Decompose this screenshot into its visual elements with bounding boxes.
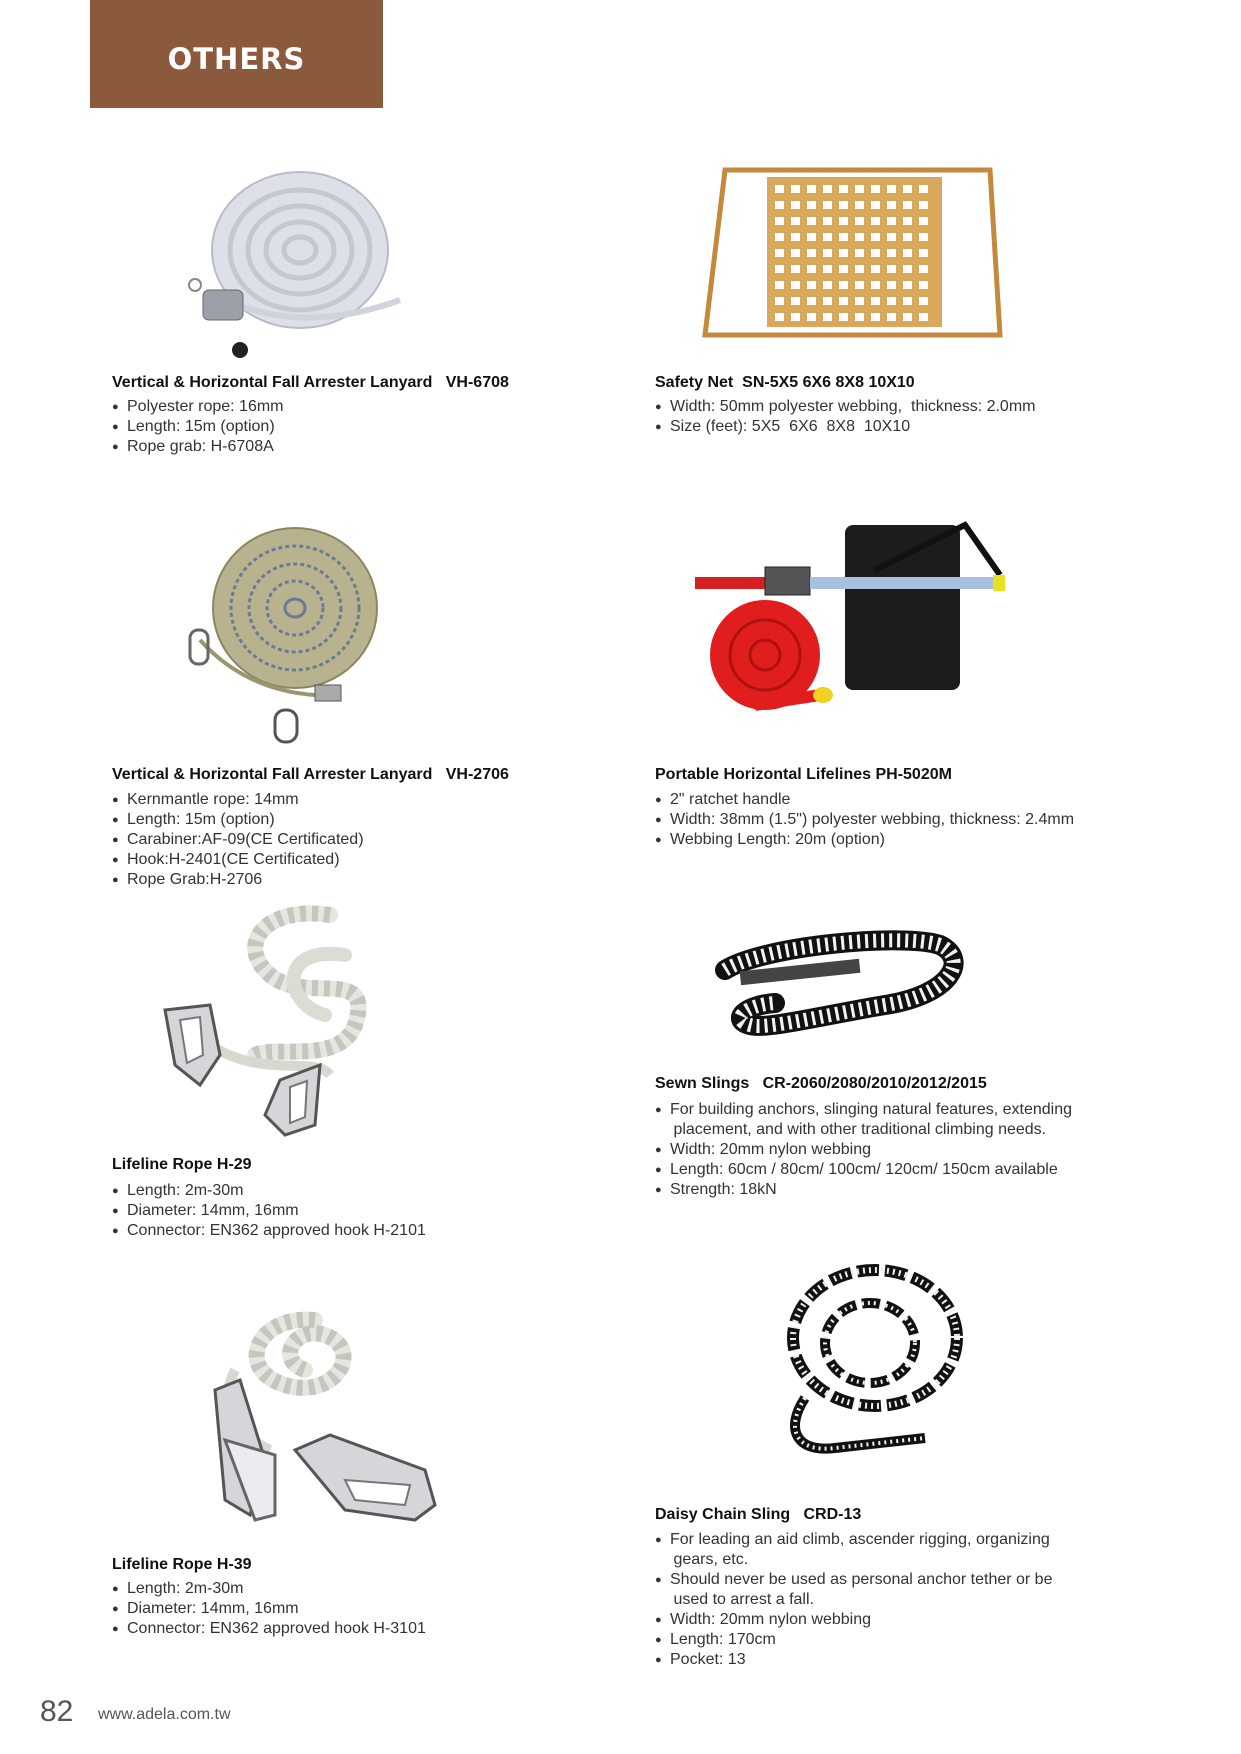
bullet-item: ● Width: 38mm (1.5") polyester webbing, thickness: 2.4mm <box>655 810 1074 830</box>
bullet-item: ● Should never be used as personal anchor tether or be <box>655 1570 1052 1590</box>
footer-url: www.adela.com.tw <box>98 1706 231 1723</box>
bullet-item: used to arrest a fall. <box>669 1591 814 1608</box>
horizontal-lifeline-image <box>695 515 1015 715</box>
bullet-item: ● For building anchors, slinging natural features, extending <box>655 1100 1072 1120</box>
bullet-item: ● Diameter: 14mm, 16mm <box>112 1201 426 1221</box>
bullet-item: ● Carabiner:AF-09(CE Certificated) <box>112 830 364 850</box>
bullet-item: ● Length: 60cm / 80cm/ 100cm/ 120cm/ 150cm available <box>655 1160 1072 1180</box>
bullet-item: ● Width: 50mm polyester webbing, thickness: 2.0mm <box>655 397 1035 417</box>
bullet-item: ● Polyester rope: 16mm <box>112 397 284 417</box>
bullet-item: ● Strength: 18kN <box>655 1180 1072 1200</box>
product-bullets <box>112 1181 426 1241</box>
bullet-item: ● Connector: EN362 approved hook H-2101 <box>112 1221 426 1241</box>
bullet-item: ● Length: 15m (option) <box>112 417 284 437</box>
bullet-item: ● 2" ratchet handle <box>655 790 1074 810</box>
page-number: 82 <box>40 1695 74 1728</box>
product-bullets <box>112 790 364 890</box>
product-bullets <box>655 1100 1072 1200</box>
bullet-item: ● For leading an aid climb, ascender rigging, organizing <box>655 1530 1052 1550</box>
bullet-item: ● Kernmantle rope: 14mm <box>112 790 364 810</box>
product-bullets <box>655 790 1074 850</box>
bullet-item: ● Length: 2m-30m <box>112 1181 426 1201</box>
bullet-item: ● Rope grab: H-6708A <box>112 437 284 457</box>
product-bullets <box>655 1530 1052 1670</box>
product-title: Sewn Slings CR-2060/2080/2010/2012/2015 <box>655 1075 987 1092</box>
bullet-item: ● Size (feet): 5X5 6X6 8X8 10X10 <box>655 417 1035 437</box>
product-title: Vertical & Horizontal Fall Arrester Lanyard VH-6708 <box>112 374 509 391</box>
bullet-item: ● Width: 20mm nylon webbing <box>655 1140 1072 1160</box>
bullet-item: ● Hook:H-2401(CE Certificated) <box>112 850 364 870</box>
lifeline-rope-h39-image <box>195 1310 440 1530</box>
bullet-item: placement, and with other traditional climbing needs. <box>669 1121 1047 1138</box>
section-header-tab <box>90 0 383 108</box>
bullet-item: ● Length: 2m-30m <box>112 1579 426 1599</box>
product-title: Daisy Chain Sling CRD-13 <box>655 1506 862 1523</box>
product-bullets <box>112 397 284 457</box>
bullet-item: ● Width: 20mm nylon webbing <box>655 1610 1052 1630</box>
bullet-item: ● Connector: EN362 approved hook H-3101 <box>112 1619 426 1639</box>
product-title: Portable Horizontal Lifelines PH-5020M <box>655 766 952 783</box>
section-title: OTHERS <box>167 42 306 76</box>
bullet-item: ● Pocket: 13 <box>655 1650 1052 1670</box>
bullet-item: ● Diameter: 14mm, 16mm <box>112 1599 426 1619</box>
product-title: Safety Net SN-5X5 6X6 8X8 10X10 <box>655 374 915 391</box>
product-title: Lifeline Rope H-39 <box>112 1556 252 1573</box>
bullet-item: ● Webbing Length: 20m (option) <box>655 830 1074 850</box>
product-bullets <box>112 1579 426 1639</box>
product-title: Vertical & Horizontal Fall Arrester Lanyard VH-2706 <box>112 766 509 783</box>
daisy-chain-image <box>765 1258 980 1458</box>
product-bullets <box>655 397 1035 437</box>
bullet-item: ● Length: 15m (option) <box>112 810 364 830</box>
sewn-sling-image <box>705 925 965 1045</box>
bullet-item: gears, etc. <box>669 1551 749 1568</box>
rope-lanyard-image <box>185 160 415 360</box>
bullet-item: ● Length: 170cm <box>655 1630 1052 1650</box>
kernmantle-lanyard-image <box>185 520 385 745</box>
safety-net-image <box>695 165 1010 345</box>
lifeline-rope-h29-image <box>155 905 395 1140</box>
product-title: Lifeline Rope H-29 <box>112 1156 252 1173</box>
bullet-item: ● Rope Grab:H-2706 <box>112 870 364 890</box>
